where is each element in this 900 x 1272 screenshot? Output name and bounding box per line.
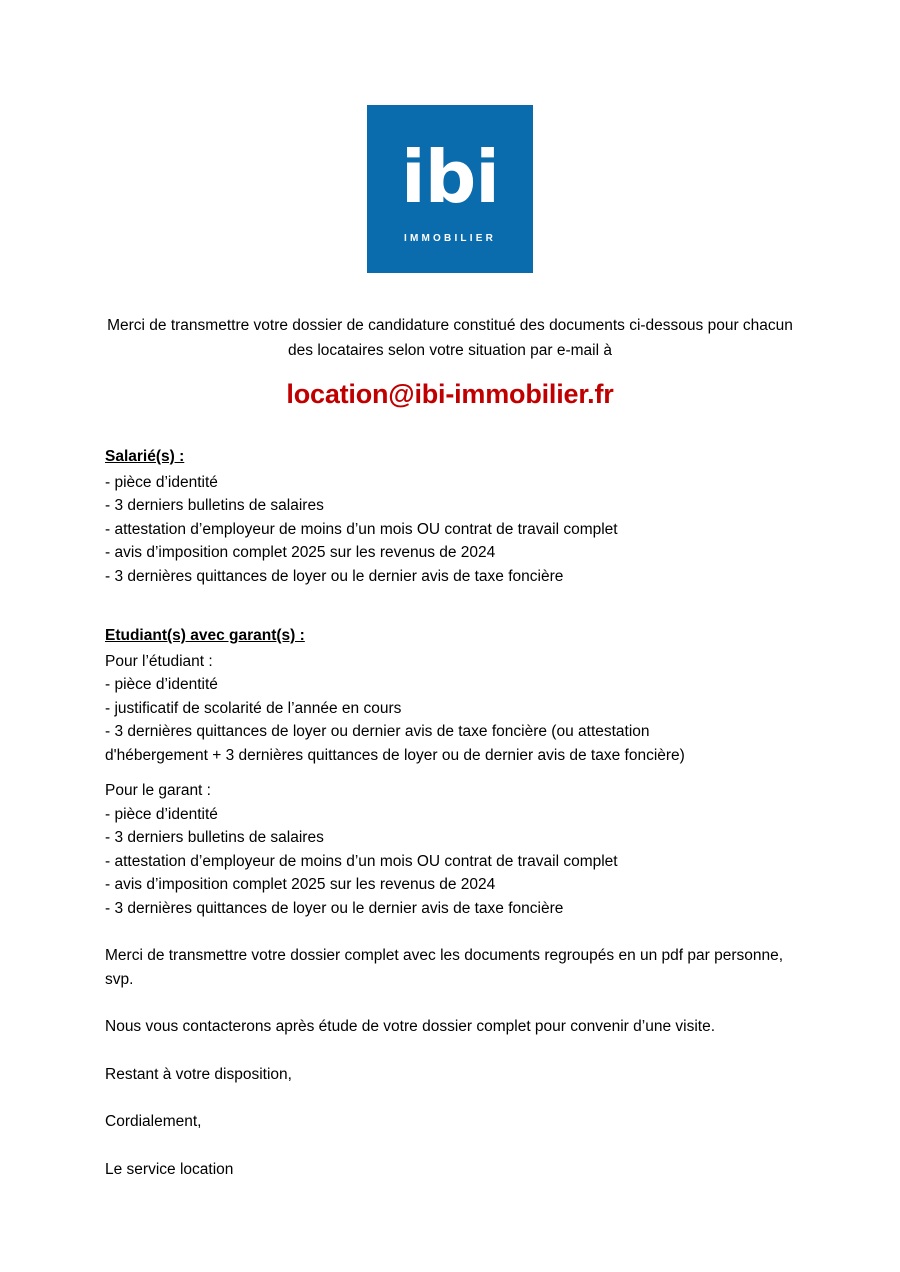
closing-note: Merci de transmettre votre dossier complet avec les documents regroupés en un pdf par personne, svp. bbox=[105, 947, 784, 988]
section-title-salaries: Salarié(s) : bbox=[105, 448, 185, 465]
closing-availability: Restant à votre disposition, bbox=[105, 1065, 292, 1083]
closing-salutation: Cordialement, bbox=[105, 1113, 202, 1130]
list-item: - attestation d’employeur de moins d’un mois OU contrat de travail complet bbox=[105, 520, 618, 538]
spacer bbox=[105, 1134, 825, 1158]
document-body bbox=[105, 445, 825, 1181]
spacer bbox=[105, 991, 825, 1015]
list-item: - pièce d’identité bbox=[105, 805, 218, 823]
closing-contact: Nous vous contacterons après étude de votre dossier complet pour convenir d’une visite. bbox=[105, 1018, 716, 1035]
list-item: - 3 derniers bulletins de salaires bbox=[105, 497, 324, 514]
section-salaries bbox=[105, 445, 825, 588]
list-item: - pièce d’identité bbox=[105, 473, 218, 491]
spacer bbox=[105, 767, 825, 779]
list-item: - 3 dernières quittances de loyer ou le dernier avis de taxe foncière bbox=[105, 567, 564, 585]
spacer bbox=[105, 588, 825, 624]
section-title-etudiants: Etudiant(s) avec garant(s) : bbox=[105, 627, 305, 644]
logo-wordmark: ibi bbox=[401, 134, 499, 219]
list-item: - 3 dernières quittances de loyer ou dernier avis de taxe foncière (ou attestation bbox=[105, 723, 650, 740]
list-item: - attestation d’employeur de moins d’un mois OU contrat de travail complet bbox=[105, 852, 618, 870]
ibi-logo bbox=[367, 105, 533, 273]
section-etudiants bbox=[105, 624, 825, 920]
spacer bbox=[105, 1086, 825, 1110]
closing-signature: Le service location bbox=[105, 1160, 234, 1178]
spacer bbox=[105, 1039, 825, 1063]
logo-container bbox=[0, 0, 900, 273]
list-item: - 3 dernières quittances de loyer ou le dernier avis de taxe foncière bbox=[105, 899, 564, 917]
list-item: d'hébergement + 3 dernières quittances de loyer ou de dernier avis de taxe foncière) bbox=[105, 746, 685, 764]
list-item: - 3 derniers bulletins de salaires bbox=[105, 829, 324, 846]
list-item: - pièce d’identité bbox=[105, 676, 218, 693]
subsection-title-garant: Pour le garant : bbox=[105, 782, 211, 799]
logo-subtitle: IMMOBILIER bbox=[404, 232, 496, 244]
list-item: - avis d’imposition complet 2025 sur les revenus de 2024 bbox=[105, 544, 496, 561]
list-item: - justificatif de scolarité de l’année en cours bbox=[105, 699, 402, 717]
contact-email[interactable]: location@ibi-immobilier.fr bbox=[286, 379, 614, 409]
intro-paragraph: Merci de transmettre votre dossier de candidature constitué des documents ci-dessous pour chacun des locataires selon votre situation par e-mail à bbox=[107, 317, 793, 359]
spacer bbox=[105, 920, 825, 944]
subsection-title-etudiant: Pour l’étudiant : bbox=[105, 652, 213, 670]
list-item: - avis d’imposition complet 2025 sur les revenus de 2024 bbox=[105, 876, 496, 893]
